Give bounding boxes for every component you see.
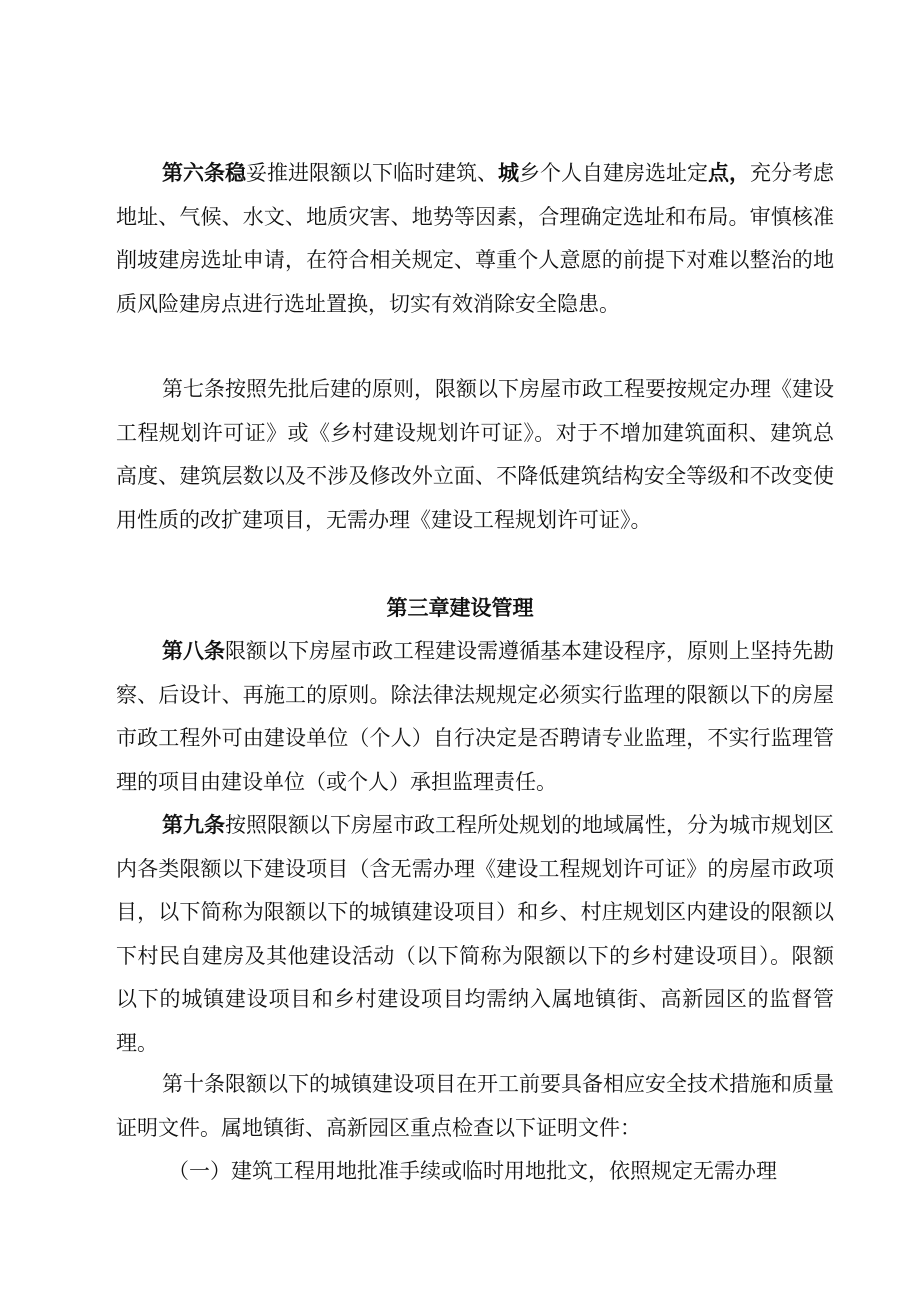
- article-8-text: 限额以下房屋市政工程建设需遵循基本建设程序，原则上坚持先勘察、后设计、再施工的原则。除法律法规规定必须实行监理的限额以下的房屋市政工程外可由建设单位（个人）自行决定是否聘请专业监理，不实行监理管理的项目由建设单位（或个人）承担监理责任。: [116, 639, 834, 794]
- article-10: [116, 1063, 834, 1150]
- article-10-text: 第十条限额以下的城镇建设项目在开工前要具备相应安全技术措施和质量证明文件。属地镇街、高新园区重点检查以下证明文件：: [116, 1072, 834, 1140]
- article-9: [116, 803, 834, 1065]
- article-9-text: 按照限额以下房屋市政工程所处规划的地域属性，分为城市规划区内各类限额以下建设项目（含无需办理《建设工程规划许可证》的房屋市政项目，以下简称为限额以下的城镇建设项目）和乡、村庄规划区内建设的限额以下村民自建房及其他建设活动（以下简称为限额以下的乡村建设项目）。限额以下的城镇建设项目和乡村建设项目均需纳入属地镇街、高新园区的监督管理。: [116, 813, 834, 1055]
- article-6-label: 第六条稳: [162, 160, 246, 185]
- article-6-text-c: 充分考虑地址、气候、水文、地质灾害、地势等因素，合理确定选址和布局。审慎核准削坡建房选址申请，在符合相关规定、尊重个人意愿的前提下对难以整治的地质风险建房点进行选址置换，切实有效消除安全隐患。: [116, 161, 834, 316]
- article-7: [116, 368, 834, 542]
- item-1-text: （一）建筑工程用地批准手续或临时用地批文，依照规定无需办理: [168, 1159, 777, 1183]
- article-6-text-b: 乡个人自建房选址定: [519, 161, 708, 185]
- article-8: [116, 629, 834, 804]
- article-7-text: 第七条按照先批后建的原则，限额以下房屋市政工程要按规定办理《建设工程规划许可证》或《乡村建设规划许可证》。对于不增加建筑面积、建筑总高度、建筑层数以及不涉及修改外立面、不降低建筑结构安全等级和不改变使用性质的改扩建项目，无需办理《建设工程规划许可证》。: [116, 377, 834, 532]
- article-10-item-1: [116, 1150, 834, 1194]
- article-6-bold-b: 城: [498, 160, 519, 185]
- article-6: [116, 151, 834, 326]
- chapter-3-title: 第三章建设管理: [386, 595, 534, 620]
- article-9-label: 第九条: [162, 812, 225, 837]
- article-8-label: 第八条: [162, 638, 225, 663]
- article-6-bold-c: 点，: [708, 160, 750, 185]
- article-6-text-a: 妥推进限额以下临时建筑、: [246, 161, 498, 185]
